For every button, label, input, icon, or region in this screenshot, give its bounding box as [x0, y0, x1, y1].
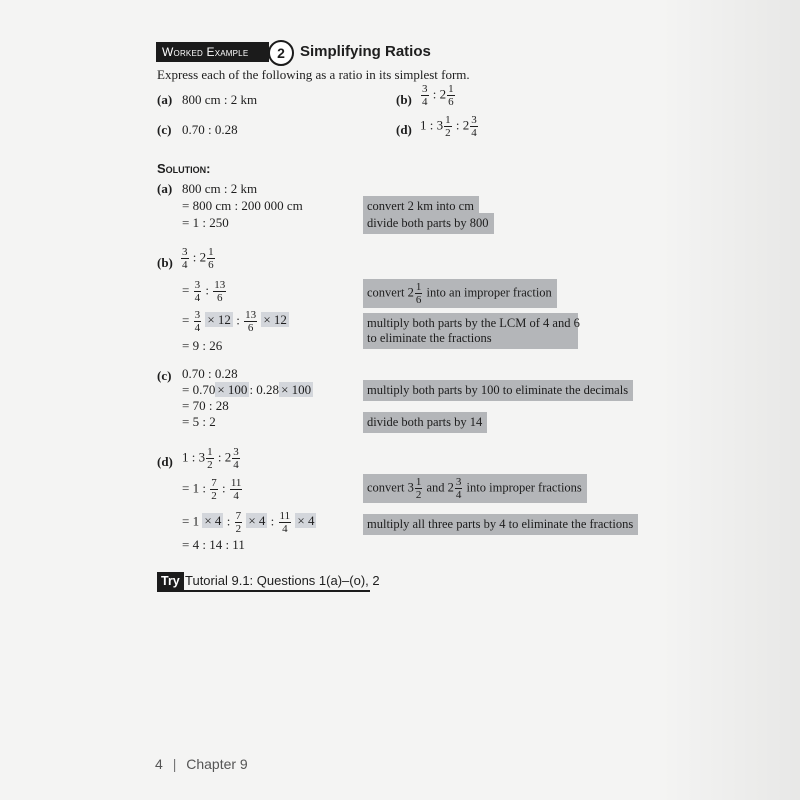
- question-d-label: (d): [396, 122, 412, 137]
- page-edge-shadow: [660, 0, 800, 800]
- solution-c-line2: = 0.70 × 100 : 0.28 × 100: [182, 382, 312, 397]
- question-d-expression: 1 : 3 $\frac{1}{2}$ : 2 $\frac{3}{4}$: [420, 114, 477, 139]
- solution-c-note1: multiply both parts by 100 to eliminate the decimals: [363, 380, 633, 401]
- worked-example-label: Worked Example: [156, 42, 269, 62]
- solution-a-label: (a): [157, 181, 173, 196]
- solution-a-note1: convert 2 km into cm: [363, 196, 479, 217]
- solution-c-label: (c): [157, 368, 172, 383]
- solution-b-line3: = $\frac{3}{4}$ × 12 : $\frac{13}{6}$ × 12: [182, 309, 287, 334]
- page-number: 4: [155, 756, 163, 772]
- solution-d-note2: multiply all three parts by 4 to eliminate the fractions: [363, 514, 638, 535]
- solution-c-line1: 0.70 : 0.28: [182, 366, 238, 381]
- question-a-text: 800 cm : 2 km: [182, 92, 258, 107]
- question-b-expression: $\frac{3}{4}$ : 2 $\frac{1}{6}$: [422, 83, 454, 108]
- solution-a-note2: divide both parts by 800: [363, 213, 494, 234]
- section-title: Simplifying Ratios: [300, 43, 431, 60]
- solution-b-line1: $\frac{3}{4}$ : 2 $\frac{1}{6}$: [182, 246, 214, 271]
- solution-c-line4: = 5 : 2: [182, 414, 216, 429]
- solution-d-line2: = 1 : $\frac{7}{2}$ : $\frac{11}{4}$: [182, 477, 242, 502]
- solution-b-label: (b): [157, 255, 173, 270]
- try-underline: [157, 590, 370, 592]
- footer-separator: |: [172, 756, 177, 772]
- question-a-label: (a): [157, 92, 173, 107]
- instruction-text: Express each of the following as a ratio in its simplest form.: [157, 67, 470, 82]
- solution-b-line2: = $\frac{3}{4}$ : $\frac{13}{6}$: [182, 279, 226, 304]
- worked-example-number: 2: [268, 40, 294, 66]
- question-b-label: (b): [396, 92, 412, 107]
- solution-d-line4: = 4 : 14 : 11: [182, 537, 245, 552]
- try-badge: Try: [157, 572, 184, 590]
- solution-b-note1: convert 2 $\frac{1}{6}$ into an improper fraction: [363, 279, 557, 308]
- solution-d-line3: = 1 × 4 : $\frac{7}{2}$ × 4 : $\frac{11}{4}$ × 4: [182, 510, 315, 535]
- solution-d-label: (d): [157, 454, 173, 469]
- solution-heading: Solution:: [157, 161, 211, 176]
- solution-b-note2: multiply both parts by the LCM of 4 and 6 to eliminate the fractions: [363, 313, 578, 349]
- solution-d-note1: convert 3 $\frac{1}{2}$ and 2 $\frac{3}{4}$ into improper fractions: [363, 474, 587, 503]
- solution-a-line2: = 800 cm : 200 000 cm: [182, 198, 303, 213]
- solution-d-line1: 1 : 3 $\frac{1}{2}$ : 2 $\frac{3}{4}$: [182, 446, 239, 471]
- try-text[interactable]: Tutorial 9.1: Questions 1(a)–(o), 2: [185, 573, 380, 588]
- chapter-label: Chapter 9: [186, 756, 248, 772]
- question-c-text: 0.70 : 0.28: [182, 122, 238, 137]
- solution-b-line4: = 9 : 26: [182, 338, 223, 353]
- solution-c-note2: divide both parts by 14: [363, 412, 487, 433]
- question-c-label: (c): [157, 122, 172, 137]
- solution-c-line3: = 70 : 28: [182, 398, 229, 413]
- solution-a-line3: = 1 : 250: [182, 215, 229, 230]
- page-footer: [155, 756, 248, 772]
- solution-a-line1: 800 cm : 2 km: [182, 181, 258, 196]
